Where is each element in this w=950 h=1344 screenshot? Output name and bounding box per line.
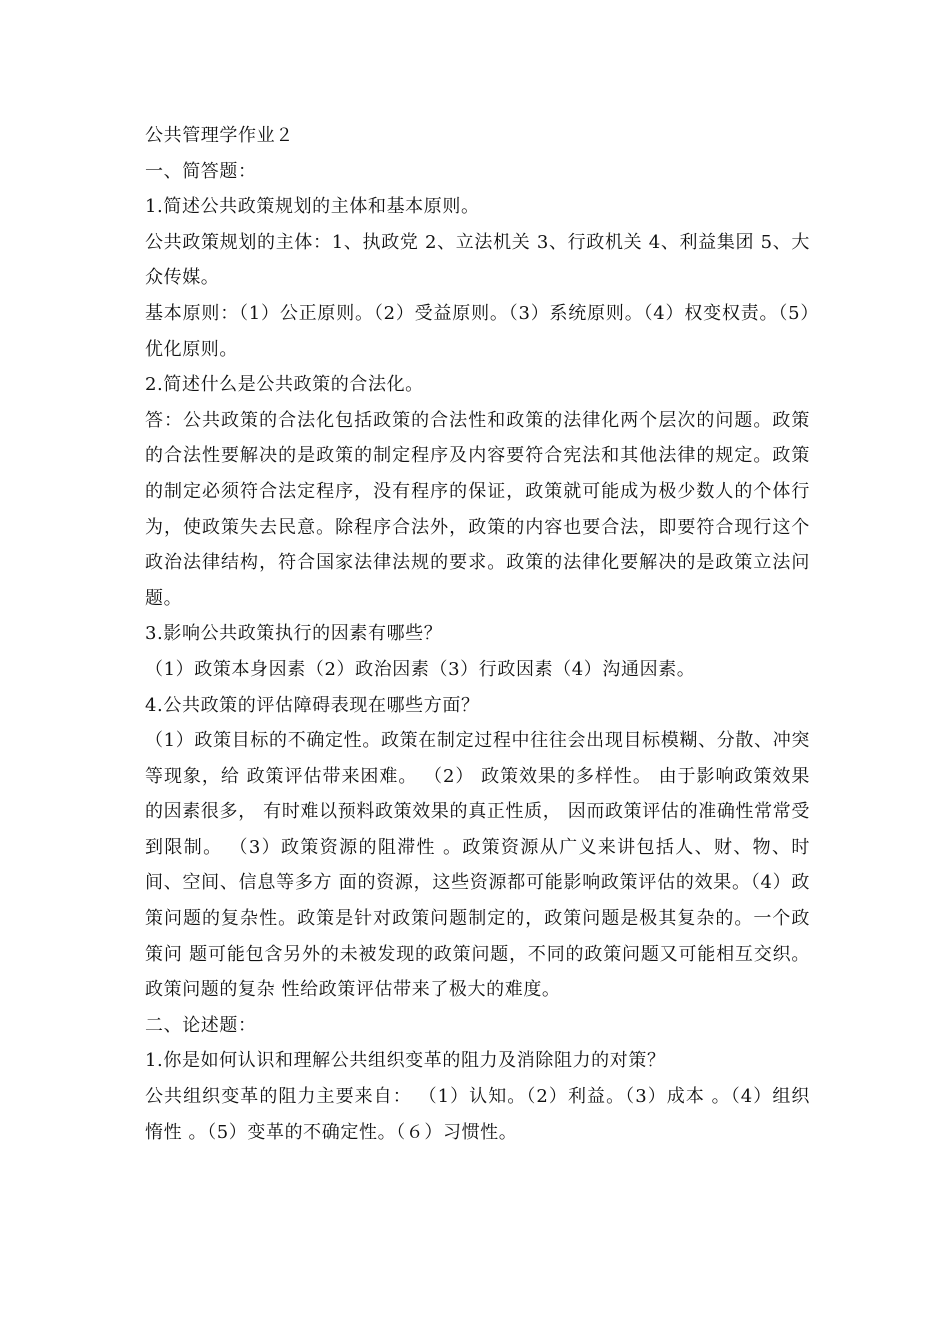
answer-3: （1）政策本身因素（2）政治因素（3）行政因素（4）沟通因素。 <box>145 658 696 680</box>
essay-answer-1: 公共组织变革的阻力主要来自： （1）认知。（2）利益。（3）成本 。（4）组织惰性 。（5）变革的不确定性。（６）习惯性。 <box>145 1086 810 1143</box>
question-3: 3.影响公共政策执行的因素有哪些？ <box>145 623 443 645</box>
document-title: 公共管理学作业２ <box>145 125 294 146</box>
question-2: 2.简述什么是公共政策的合法化。 <box>145 374 424 396</box>
answer-2: 答：公共政策的合法化包括政策的合法性和政策的法律化两个层次的问题。政策的合法性要解决的是政策的制定程序及内容要符合宪法和其他法律的规定。政策的制定必须符合法定程序，没有程序的保证，政策就可能成为极少数人的个体行为，使政策失去民意。除程序合法外，政策的内容也要合法，即要符合现行这个政治法律结构，符合国家法律法规的要求。政策的法律化要解决的是政策立法问题。 <box>145 409 810 609</box>
document-body <box>145 118 810 1150</box>
question-1: 1.简述公共政策规划的主体和基本原则。 <box>145 196 480 218</box>
essay-question-1: 1.你是如何认识和理解公共组织变革的阻力及消除阻力的对策？ <box>145 1050 666 1072</box>
answer-1-principles: 基本原则：（1）公正原则。（2）受益原则。（3）系统原则。（4）权变权责。（5）优化原则。 <box>145 302 810 360</box>
answer-4: （1）政策目标的不确定性。政策在制定过程中往往会出现目标模糊、分散、冲突等现象，给 政策评估带来困难。 （2） 政策效果的多样性。 由于影响政策效果的因素很多， 有时难以预料政策效果的真正性质， 因而政策评估的准确性常常受到限制。 （3）政策资源的阻滞性 。政策资源从广义来讲包括人、财、物、时间、空间、信息等多方 面的资源，这些资源都可能影响政策评估的效果。（4）政策问题的复杂性。政策是针对政策问题制定的，政策问题是极其复杂的。一个政策问 题可能包含另外的未被发现的政策问题，不同的政策问题又可能相互交织。政策问题的复杂 性给政策评估带来了极大的难度。 <box>145 730 810 1001</box>
section-heading-essay: 二、论述题： <box>145 1014 257 1036</box>
answer-1-subjects: 公共政策规划的主体：1、执政党 2、立法机关 3、行政机关 4、利益集团 5、大众传媒。 <box>145 231 810 289</box>
section-heading-short-answer: 一、简答题： <box>145 160 257 182</box>
question-4: 4.公共政策的评估障碍表现在哪些方面？ <box>145 694 480 716</box>
